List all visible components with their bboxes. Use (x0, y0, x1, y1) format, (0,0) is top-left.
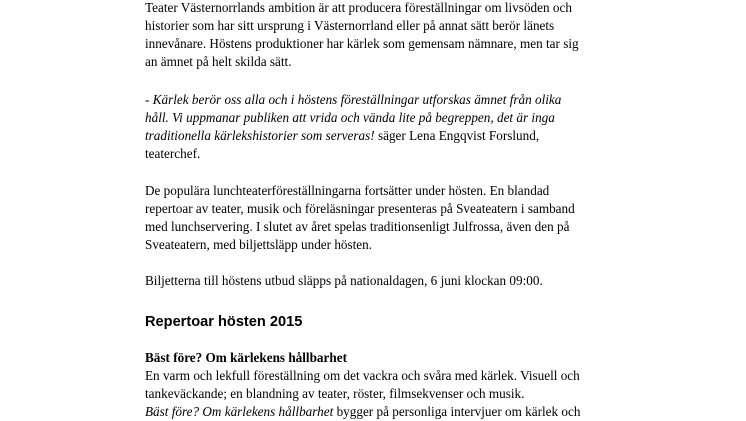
lunch-line: De populära lunchteaterföreställningarna fortsätter under hösten. En blandad (145, 183, 550, 198)
lunch-line: med lunchservering. I slutet av året spelas traditionsenligt Julfrossa, även den på (145, 219, 570, 234)
show-line (145, 403, 580, 421)
show-title-italic: Bäst före? Om kärlekens hållbarhet (145, 404, 334, 419)
show-line: En varm och lekfull föreställning om det vackra och svåra med kärlek. Visuell och (145, 368, 580, 383)
intro-line: Teater Västernorrlands ambition är att producera föreställningar om livsöden och (145, 0, 572, 15)
quote-attribution: säger Lena Engqvist Forslund, (374, 128, 540, 143)
lunch-paragraph (145, 182, 575, 254)
lunch-line: repertoar av teater, musik och föreläsningar presenteras på Sveateatern i samband (145, 201, 575, 216)
quote-italic-text: traditionella kärlekshistorier som serveras! (145, 128, 375, 143)
quote-line (145, 127, 561, 145)
show-title: Bäst före? Om kärlekens hållbarhet (145, 350, 347, 365)
quote-line: håll. Vi uppmanar publiken att vrida och vända lite på begreppen, det är inga (145, 110, 555, 125)
quote-line: teaterchef. (145, 146, 201, 161)
intro-line: an ämnet på helt skilda sätt. (145, 54, 292, 69)
show-line-rest: bygger på personliga intervjuer om kärlek och (333, 404, 581, 419)
intro-line: historier som har sitt ursprung i Västernorrland eller på annat sätt berör länets (145, 18, 555, 33)
tickets-paragraph (145, 272, 543, 290)
intro-line: innevånare. Höstens produktioner har kärlek som gemensam nämnare, men tar sig (145, 36, 579, 51)
section-heading: Repertoar hösten 2015 (145, 314, 303, 330)
show-paragraph (145, 349, 580, 421)
lunch-line: Sveateatern, med biljettsläpp under hösten. (145, 237, 373, 252)
show-line: tankeväckande; en blandning av teater, röster, filmsekvenser och musik. (145, 386, 525, 401)
quote-line: - Kärlek berör oss alla och i höstens föreställningar utforskas ämnet från olika (145, 92, 562, 107)
quote-paragraph (145, 91, 561, 163)
tickets-text: Biljetterna till höstens utbud släpps på nationaldagen, 6 juni klockan 09:00. (145, 273, 543, 288)
intro-paragraph (145, 0, 579, 71)
